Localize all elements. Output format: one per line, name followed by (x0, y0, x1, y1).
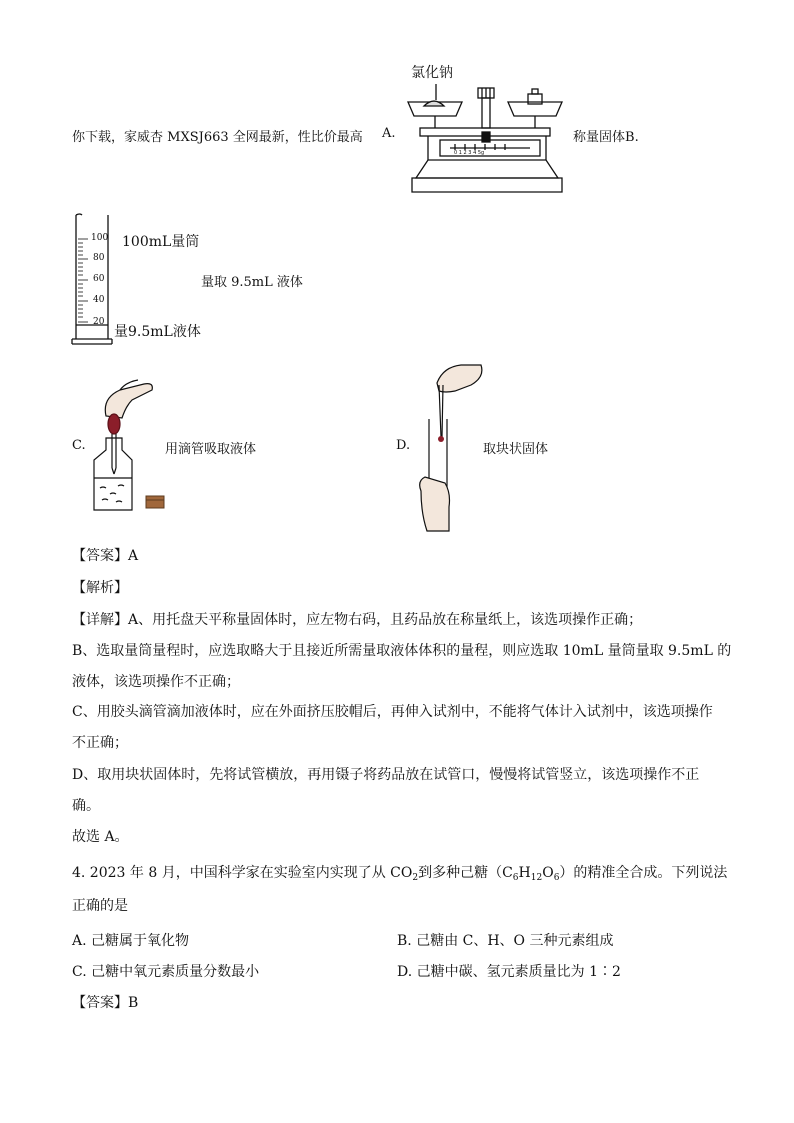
balance-reagent-label: 氯化钠 (411, 65, 453, 81)
question-4-stem (72, 862, 727, 883)
stem-part-1: 4. 2023 年 8 月，中国科学家在实验室内实现了从 CO (72, 865, 413, 881)
cylinder-tick-20: 20 (93, 317, 105, 327)
detail-line-7: 确。 (72, 798, 100, 814)
cylinder-label: 100mL量筒 (122, 234, 200, 250)
test-tube-illustration (415, 363, 485, 533)
question-4-option-a: A. 己糖属于氧化物 (72, 933, 190, 949)
cylinder-tick-80: 80 (93, 253, 105, 263)
cylinder-tick-40: 40 (93, 295, 105, 305)
question-4-option-b: B. 己糖由 C、H、O 三种元素组成 (397, 933, 614, 949)
question-4-option-d: D. 己糖中碳、氢元素质量比为 1∶2 (397, 964, 621, 980)
option-b-caption: 量取 9.5mL 液体 (201, 275, 303, 290)
detail-line-5: 不正确； (72, 735, 128, 751)
cylinder-side-label: 量9.5mL液体 (114, 324, 201, 340)
option-c-caption: 用滴管吸取液体 (165, 442, 257, 457)
option-a-label: A. (382, 126, 396, 141)
co2-subscript: 2 (412, 873, 419, 883)
dropper-illustration (92, 376, 167, 514)
option-d-caption: 取块状固体 (483, 442, 549, 457)
detail-line-2: B、选取量筒量程时，应选取略大于且接近所需量取液体体积的量程，则应选取 10mL 量筒量取 9.5mL 的 (72, 643, 732, 659)
option-d-label: D. (396, 438, 411, 453)
detail-line-3: 液体，该选项操作不正确； (72, 674, 240, 690)
cylinder-tick-60: 60 (93, 274, 105, 284)
stem-part-3: ）的精准全合成。下列说法 (559, 865, 728, 881)
analysis-label: 【解析】 (72, 580, 128, 596)
detail-line-4: C、用胶头滴管滴加液体时，应在外面挤压胶帽后，再伸入试剂中，不能将气体计入试剂中，该选项操作 (72, 704, 713, 720)
answer-label: 【答案】A (72, 548, 139, 564)
option-c-label: C. (72, 438, 86, 453)
balance-illustration (400, 78, 575, 203)
stem-part-2: 到多种己糖（C (418, 865, 513, 881)
oxygen-subscript: 6 (553, 873, 560, 883)
detail-line-1: 【详解】A、用托盘天平称量固体时，应左物右码，且药品放在称量纸上，该选项操作正确； (72, 612, 643, 628)
question-4-option-c: C. 己糖中氧元素质量分数最小 (72, 964, 260, 980)
lead-text: 你下载，家威杏 MXSJ663 全网最新，性比价最高 (72, 130, 363, 145)
option-a-caption-text: 称量固体 (573, 130, 626, 145)
question-4-stem-line-2: 正确的是 (72, 898, 128, 914)
svg-text:0 1 2 3 4 5g: 0 1 2 3 4 5g (454, 150, 485, 156)
detail-line-8: 故选 A。 (72, 829, 129, 845)
oxygen-symbol: O (542, 865, 554, 881)
carbon-subscript: 6 (512, 873, 519, 883)
hydrogen-symbol: H (518, 865, 531, 881)
detail-line-6: D、取用块状固体时，先将试管横放，再用镊子将药品放在试管口，慢慢将试管竖立，该选项操作不正 (72, 767, 700, 783)
hydrogen-subscript: 12 (530, 873, 543, 883)
question-4-answer: 【答案】B (72, 995, 139, 1011)
option-a-caption (573, 126, 639, 145)
option-b-label: B. (625, 130, 639, 145)
cylinder-tick-100: 100 (91, 233, 109, 243)
